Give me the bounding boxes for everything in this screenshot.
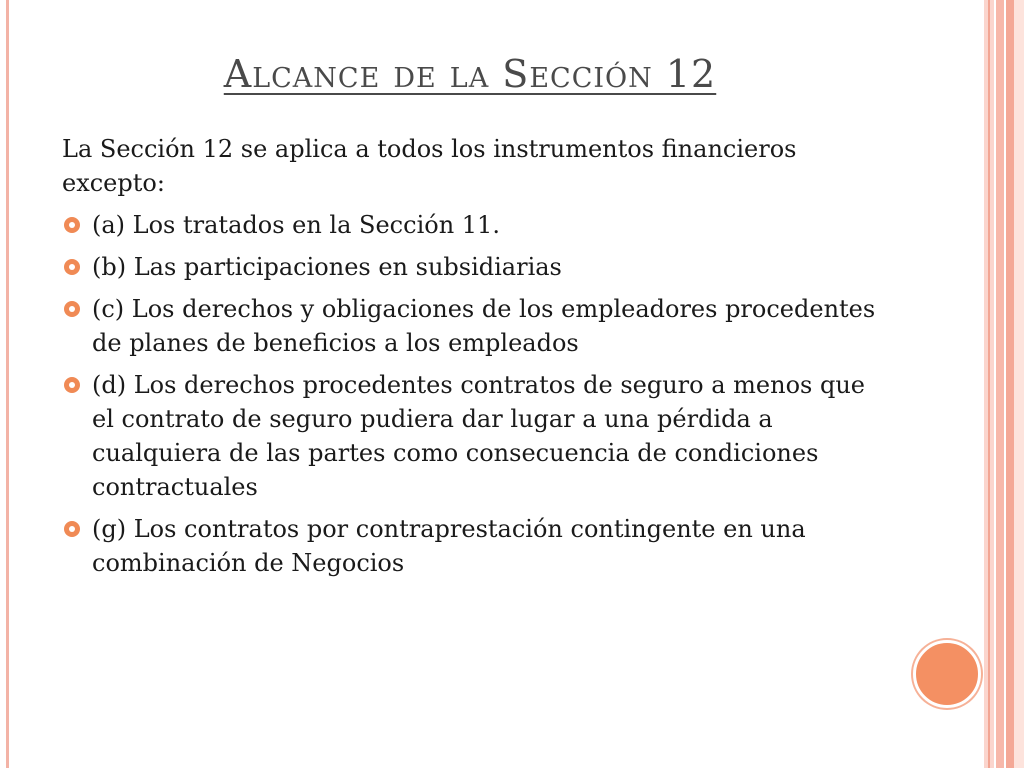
list-item: [62, 250, 892, 284]
bullet-icon: [64, 217, 80, 233]
list-item: [62, 512, 892, 580]
right-decorative-stripes: [984, 0, 1024, 768]
slide-title: Alcance de la Sección 12: [223, 52, 717, 96]
list-item-text: (d) Los derechos procedentes contratos de seguro a menos que el contrato de seguro pudiera dar lugar a una pérdida a cualquiera de las partes como consecuencia de condiciones contractuales: [92, 371, 866, 501]
list-item: [62, 208, 892, 242]
slide-content: [62, 132, 892, 588]
list-item-text: (a) Los tratados en la Sección 11.: [92, 211, 500, 239]
list-item-text: (g) Los contratos por contraprestación contingente en una combinación de Negocios: [92, 515, 806, 577]
bullet-list: [62, 208, 892, 580]
bullet-icon: [64, 301, 80, 317]
bullet-icon: [64, 377, 80, 393]
list-item: [62, 368, 892, 504]
bullet-icon: [64, 259, 80, 275]
list-item-text: (b) Las participaciones en subsidiarias: [92, 253, 562, 281]
list-item-text: (c) Los derechos y obligaciones de los empleadores procedentes de planes de beneficios a los empleados: [92, 295, 876, 357]
decorative-circle: [913, 640, 981, 708]
list-item: [62, 292, 892, 360]
left-border: [6, 0, 9, 768]
intro-text: La Sección 12 se aplica a todos los instrumentos financieros excepto:: [62, 135, 797, 197]
bullet-icon: [64, 521, 80, 537]
